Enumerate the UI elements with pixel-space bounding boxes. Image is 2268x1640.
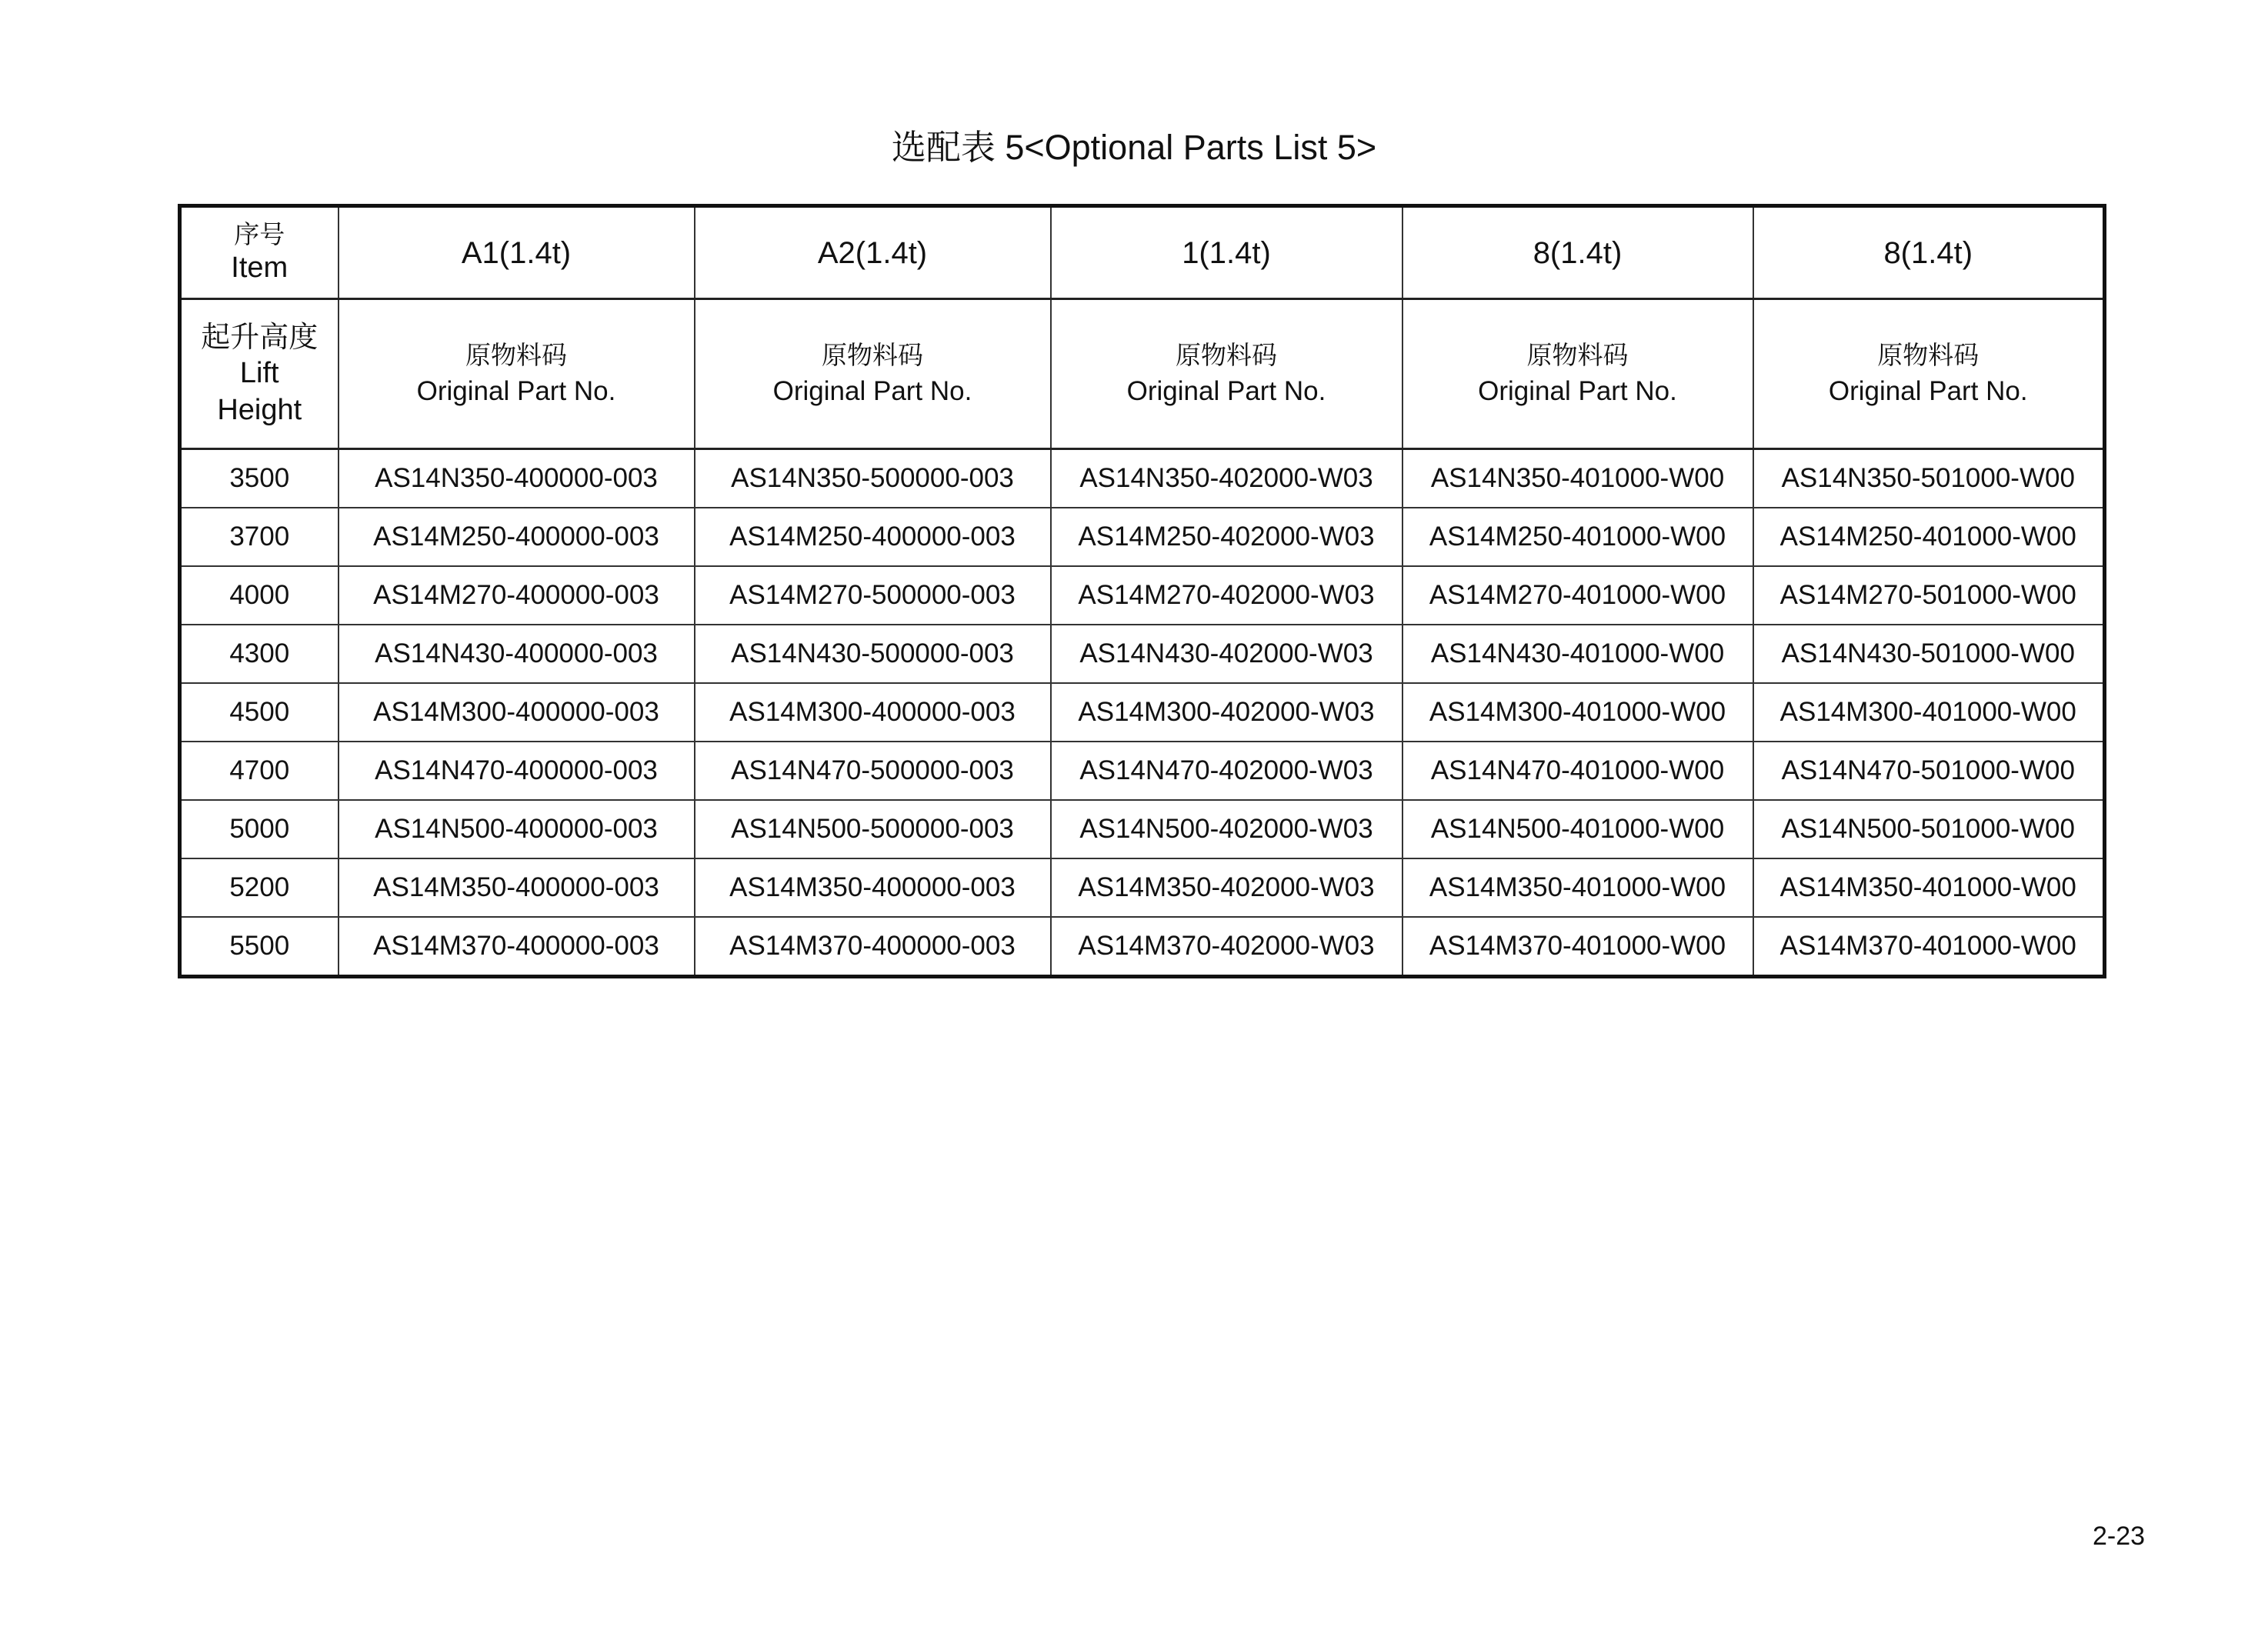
lift-height-cell: 4000 xyxy=(180,566,339,625)
part-number-cell: AS14M250-400000-003 xyxy=(695,508,1051,566)
lift-height-cell: 4500 xyxy=(180,683,339,742)
header-part-no-cn: 原物料码 xyxy=(1877,340,1979,371)
header-item-en: Item xyxy=(231,252,289,285)
part-number-cell: AS14M350-400000-003 xyxy=(339,858,695,917)
part-number-cell: AS14M370-400000-003 xyxy=(695,917,1051,977)
header-model: A2(1.4t) xyxy=(695,206,1051,299)
part-number-cell: AS14N470-402000-W03 xyxy=(1051,742,1402,800)
part-number-cell: AS14N430-501000-W00 xyxy=(1753,625,2105,683)
part-number-cell: AS14N350-501000-W00 xyxy=(1753,449,2105,508)
part-number-cell: AS14M350-402000-W03 xyxy=(1051,858,1402,917)
header-row-subtitles xyxy=(180,299,2105,449)
lift-height-cell: 4700 xyxy=(180,742,339,800)
part-number-cell: AS14N350-400000-003 xyxy=(339,449,695,508)
table-row xyxy=(180,566,2105,625)
part-number-cell: AS14M250-402000-W03 xyxy=(1051,508,1402,566)
table-row xyxy=(180,683,2105,742)
part-number-cell: AS14N470-400000-003 xyxy=(339,742,695,800)
header-model: 8(1.4t) xyxy=(1753,206,2105,299)
part-number-cell: AS14M350-401000-W00 xyxy=(1753,858,2105,917)
part-number-cell: AS14N350-500000-003 xyxy=(695,449,1051,508)
part-number-cell: AS14M300-401000-W00 xyxy=(1753,683,2105,742)
lift-height-cell: 5500 xyxy=(180,917,339,977)
header-model: 8(1.4t) xyxy=(1402,206,1753,299)
lift-height-cell: 4300 xyxy=(180,625,339,683)
table-row xyxy=(180,625,2105,683)
table-row xyxy=(180,917,2105,977)
part-number-cell: AS14M270-400000-003 xyxy=(339,566,695,625)
header-part-no-en: Original Part No. xyxy=(1828,375,2028,406)
part-number-cell: AS14M300-401000-W00 xyxy=(1402,683,1753,742)
table-row xyxy=(180,449,2105,508)
lift-height-cell: 3700 xyxy=(180,508,339,566)
part-number-cell: AS14M250-401000-W00 xyxy=(1402,508,1753,566)
header-part-no-cn: 原物料码 xyxy=(822,340,923,371)
part-number-cell: AS14M300-400000-003 xyxy=(695,683,1051,742)
header-part-no-cell xyxy=(1051,299,1402,449)
part-number-cell: AS14N470-501000-W00 xyxy=(1753,742,2105,800)
part-number-cell: AS14N500-500000-003 xyxy=(695,800,1051,858)
part-number-cell: AS14M270-500000-003 xyxy=(695,566,1051,625)
header-row-models xyxy=(180,206,2105,299)
lift-height-cell: 5000 xyxy=(180,800,339,858)
header-model: A1(1.4t) xyxy=(339,206,695,299)
header-model: 1(1.4t) xyxy=(1051,206,1402,299)
header-part-no-en: Original Part No. xyxy=(416,375,616,406)
part-number-cell: AS14N350-401000-W00 xyxy=(1402,449,1753,508)
part-number-cell: AS14M370-401000-W00 xyxy=(1402,917,1753,977)
part-number-cell: AS14N470-500000-003 xyxy=(695,742,1051,800)
part-number-cell: AS14M250-400000-003 xyxy=(339,508,695,566)
table-row xyxy=(180,742,2105,800)
page-number: 2-23 xyxy=(2093,1522,2146,1551)
part-number-cell: AS14N350-402000-W03 xyxy=(1051,449,1402,508)
lift-height-cell: 3500 xyxy=(180,449,339,508)
header-lift-en1: Lift xyxy=(239,357,279,390)
header-part-no-cn: 原物料码 xyxy=(1176,340,1277,371)
page-title: 选配表 5<Optional Parts List 5> xyxy=(891,128,1377,167)
part-number-cell: AS14N430-500000-003 xyxy=(695,625,1051,683)
part-number-cell: AS14M300-400000-003 xyxy=(339,683,695,742)
header-item-cell xyxy=(180,206,339,299)
header-part-no-en: Original Part No. xyxy=(772,375,972,406)
table-row xyxy=(180,800,2105,858)
part-number-cell: AS14N500-501000-W00 xyxy=(1753,800,2105,858)
header-part-no-en: Original Part No. xyxy=(1126,375,1326,406)
table-row xyxy=(180,508,2105,566)
header-item-cn: 序号 xyxy=(234,219,285,250)
part-number-cell: AS14M370-400000-003 xyxy=(339,917,695,977)
optional-parts-table xyxy=(178,204,2106,978)
header-part-no-cell xyxy=(1753,299,2105,449)
part-number-cell: AS14M270-401000-W00 xyxy=(1402,566,1753,625)
part-number-cell: AS14N500-400000-003 xyxy=(339,800,695,858)
part-number-cell: AS14N430-400000-003 xyxy=(339,625,695,683)
lift-height-cell: 5200 xyxy=(180,858,339,917)
part-number-cell: AS14M370-401000-W00 xyxy=(1753,917,2105,977)
part-number-cell: AS14M350-401000-W00 xyxy=(1402,858,1753,917)
header-lift-cell xyxy=(180,299,339,449)
part-number-cell: AS14N500-401000-W00 xyxy=(1402,800,1753,858)
part-number-cell: AS14M370-402000-W03 xyxy=(1051,917,1402,977)
part-number-cell: AS14M270-501000-W00 xyxy=(1753,566,2105,625)
part-number-cell: AS14N430-401000-W00 xyxy=(1402,625,1753,683)
part-number-cell: AS14N470-401000-W00 xyxy=(1402,742,1753,800)
part-number-cell: AS14M300-402000-W03 xyxy=(1051,683,1402,742)
header-part-no-cn: 原物料码 xyxy=(465,340,567,371)
header-lift-en2: Height xyxy=(217,393,302,426)
header-part-no-cell xyxy=(339,299,695,449)
header-part-no-cell xyxy=(1402,299,1753,449)
table-row xyxy=(180,858,2105,917)
part-number-cell: AS14M270-402000-W03 xyxy=(1051,566,1402,625)
header-part-no-en: Original Part No. xyxy=(1478,375,1677,406)
part-number-cell: AS14M250-401000-W00 xyxy=(1753,508,2105,566)
header-part-no-cell xyxy=(695,299,1051,449)
header-lift-cn: 起升高度 xyxy=(201,319,319,354)
part-number-cell: AS14N500-402000-W03 xyxy=(1051,800,1402,858)
part-number-cell: AS14N430-402000-W03 xyxy=(1051,625,1402,683)
header-part-no-cn: 原物料码 xyxy=(1526,340,1629,371)
part-number-cell: AS14M350-400000-003 xyxy=(695,858,1051,917)
